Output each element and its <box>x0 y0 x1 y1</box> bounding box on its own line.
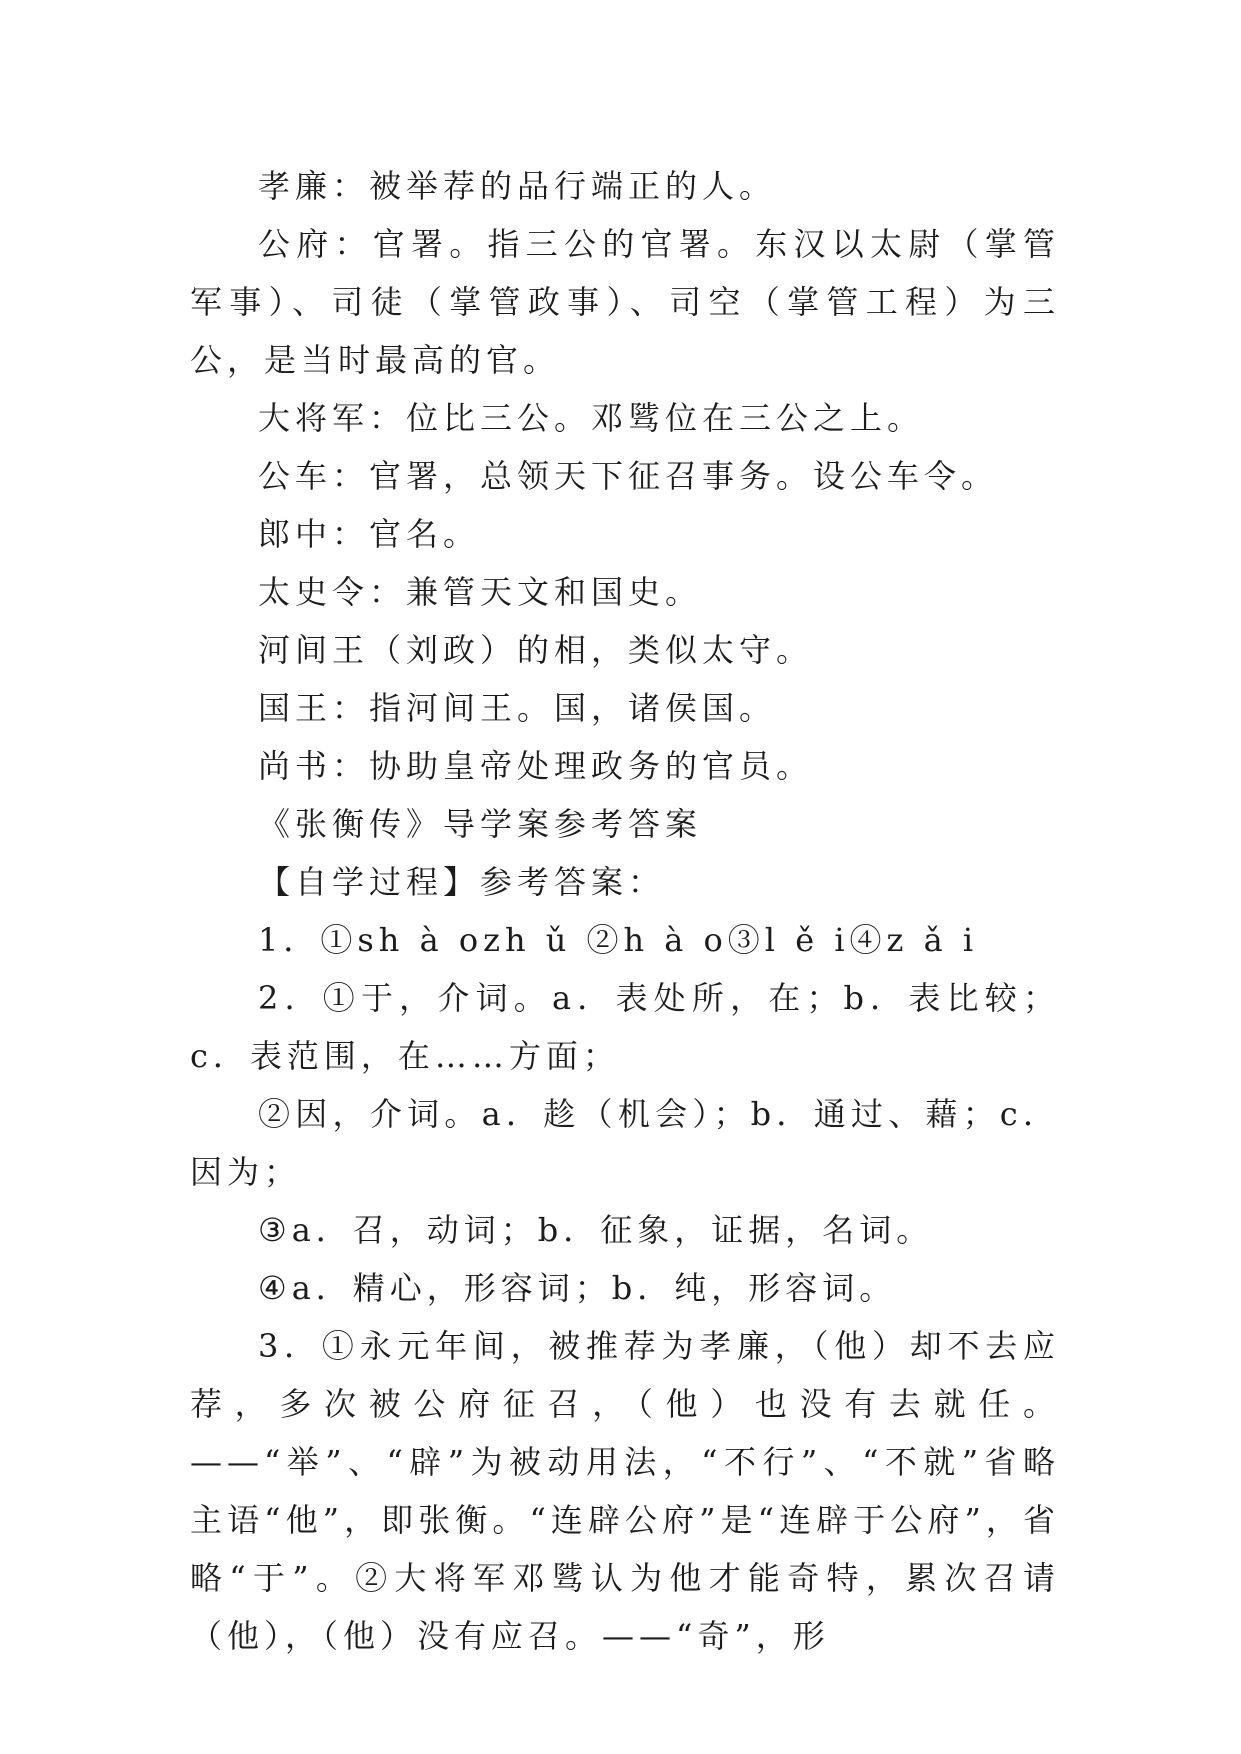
answer-2-yin: ②因，介词。a．趁（机会）；b．通过、藉；c．因为； <box>190 1095 1060 1191</box>
answer-2-zheng: ③a．召，动词；b．征象，证据，名词。 <box>258 1211 934 1249</box>
document-page <box>190 157 1060 1665</box>
paragraph-hejianxiang: 河间王（刘政）的相，类似太守。 <box>258 631 814 669</box>
answer-2-yu: 2．①于，介词。a．表处所，在；b．表比较；c．表范围，在……方面； <box>190 979 1060 1075</box>
section-subtitle: 【自学过程】参考答案： <box>258 863 666 901</box>
answer-1-pinyin: 1．①sh à ozh ǔ ②h à o③l ě i④z ǎ i <box>258 921 979 959</box>
paragraph-guowang: 国王：指河间王。国，诸侯国。 <box>258 689 777 727</box>
paragraph-gongfu: 公府：官署。指三公的官署。东汉以太尉（掌管军事）、司徒（掌管政事）、司空（掌管工程）为三公，是当时最高的官。 <box>190 225 1060 379</box>
paragraph-xiaolian: 孝廉：被举荐的品行端正的人。 <box>258 167 777 205</box>
paragraph-langzhong: 郎中：官名。 <box>258 515 481 553</box>
answer-2-jing: ④a．精心，形容词；b．纯，形容词。 <box>258 1269 897 1307</box>
paragraph-gongche: 公车：官署，总领天下征召事务。设公车令。 <box>258 457 999 495</box>
paragraph-dajiangjun: 大将军：位比三公。邓骘位在三公之上。 <box>258 399 925 437</box>
paragraph-taishiling: 太史令：兼管天文和国史。 <box>258 573 703 611</box>
paragraph-shangshu: 尚书：协助皇帝处理政务的官员。 <box>258 747 814 785</box>
section-title: 《张衡传》导学案参考答案 <box>258 805 703 843</box>
answer-3-translation: 3．①永元年间，被推荐为孝廉，（他）却不去应荐，多次被公府征召，（他）也没有去就任。——“举”、“辟”为被动用法，“不行”、“不就”省略主语“他”，即张衡。“连辟公府”是“连辟于公府”，省略“于”。②大将军邓骘认为他才能奇特，累次召请（他），（他）没有应召。——“奇”，形 <box>190 1327 1060 1655</box>
